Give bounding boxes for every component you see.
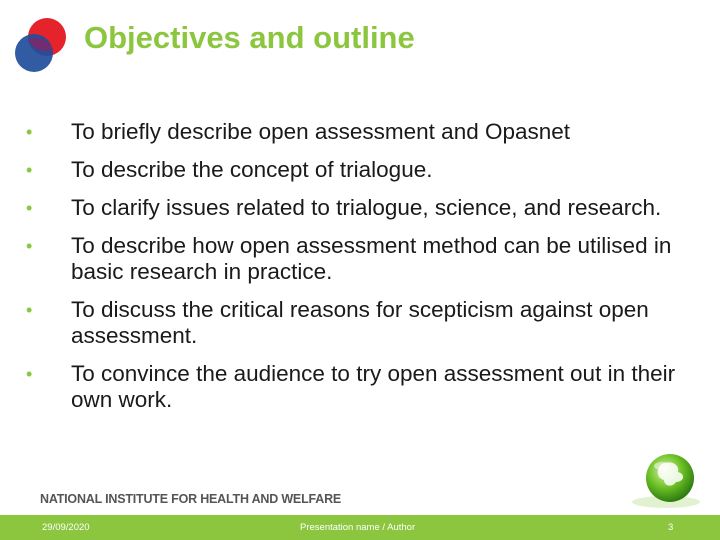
thl-circles-logo-icon [14, 16, 68, 74]
bullet-text: To briefly describe open assessment and Opasnet [71, 119, 571, 144]
bullet-icon: • [26, 236, 33, 256]
bullet-text: To describe how open assessment method can be utilised in basic research in practice. [71, 233, 672, 284]
page-number: 3 [668, 522, 674, 533]
institute-name: NATIONAL INSTITUTE FOR HEALTH AND WELFARE [40, 492, 342, 506]
footer-bar [0, 515, 720, 540]
bullet-icon: • [26, 300, 33, 320]
list-item [26, 233, 696, 285]
footer-presentation: Presentation name / Author [300, 522, 416, 533]
bullet-icon: • [26, 364, 33, 384]
bullet-text: To clarify issues related to trialogue, science, and research. [71, 195, 662, 220]
bullet-icon: • [26, 198, 33, 218]
list-item [26, 119, 696, 145]
bullet-text: To discuss the critical reasons for scepticism against open assessment. [71, 297, 649, 348]
list-item [26, 361, 696, 413]
footer-date: 29/09/2020 [42, 522, 90, 533]
objectives-list [26, 119, 696, 425]
list-item [26, 157, 696, 183]
bullet-icon: • [26, 160, 33, 180]
list-item [26, 195, 696, 221]
slide-title: Objectives and outline [84, 20, 415, 55]
list-item [26, 297, 696, 349]
bullet-text: To describe the concept of trialogue. [71, 157, 433, 182]
green-globe-icon [626, 452, 702, 510]
bullet-text: To convince the audience to try open assessment out in their own work. [71, 361, 676, 412]
bullet-icon: • [26, 122, 33, 142]
